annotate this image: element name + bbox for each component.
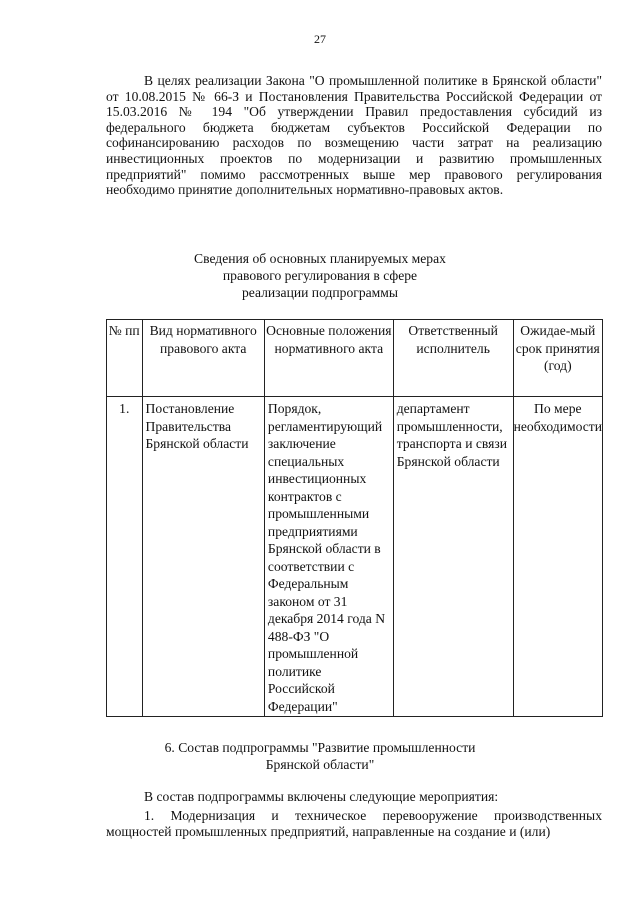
item-1-paragraph: 1. Модернизация и техническое перевооружение производственных мощностей промышленных предприятий, направленные на создание и (или) bbox=[106, 808, 602, 839]
table-caption bbox=[0, 250, 640, 301]
header-main-provisions: Основные положения нормативного акта bbox=[264, 320, 393, 397]
table-caption-line-2: правового регулирования в сфере bbox=[222, 268, 418, 283]
header-expected-date: Ожидае-мый срок принятия (год) bbox=[513, 320, 602, 397]
table-header-row bbox=[107, 320, 603, 397]
includes-paragraph: В состав подпрограммы включены следующие мероприятия: bbox=[144, 789, 499, 804]
intro-paragraph: В целях реализации Закона "О промышленной политике в Брянской области" от 10.08.2015 № 66-З и Постановления Правительства Российской Федерации от 15.03.2016 № 194 "Об утверждении Правил предоставления субсидий из федерального бюджета бюджетам субъектов Российской Федерации по софинансированию расходов по возмещению части затрат на реализацию инвестиционных проектов по модернизации и развитию промышленных предприятий" помимо рассмотренных выше мер правового регулирования необходимо принятие дополнительных нормативно-правовых актов. bbox=[106, 73, 602, 198]
cell-act-type: Постановление Правительства Брянской области bbox=[142, 397, 264, 717]
cell-main-provisions: Порядок, регламентирующий заключение специальных инвестиционных контрактов с промышленными предприятиями Брянской области в соответствии с Федеральным законом от 31 декабря 2014 года N 488-ФЗ "О промышленной политике Российской Федерации" bbox=[264, 397, 393, 717]
cell-expected-date: По мере необходимости bbox=[513, 397, 602, 717]
regulation-measures-table bbox=[106, 319, 603, 717]
cell-responsible: департамент промышленности, транспорта и связи Брянской области bbox=[393, 397, 513, 717]
header-number: № пп bbox=[107, 320, 143, 397]
header-act-type: Вид нормативного правового акта bbox=[142, 320, 264, 397]
section-heading-line-1: 6. Состав подпрограммы "Развитие промышленности bbox=[164, 740, 476, 755]
table-caption-line-1: Сведения об основных планируемых мерах bbox=[194, 251, 446, 266]
page-number: 27 bbox=[314, 32, 326, 46]
section-heading bbox=[0, 739, 640, 773]
section-heading-line-2: Брянской области" bbox=[265, 757, 375, 772]
table-row bbox=[107, 397, 603, 717]
header-responsible: Ответственный исполнитель bbox=[393, 320, 513, 397]
cell-number: 1. bbox=[107, 397, 143, 717]
table-caption-line-3: реализации подпрограммы bbox=[241, 285, 399, 300]
